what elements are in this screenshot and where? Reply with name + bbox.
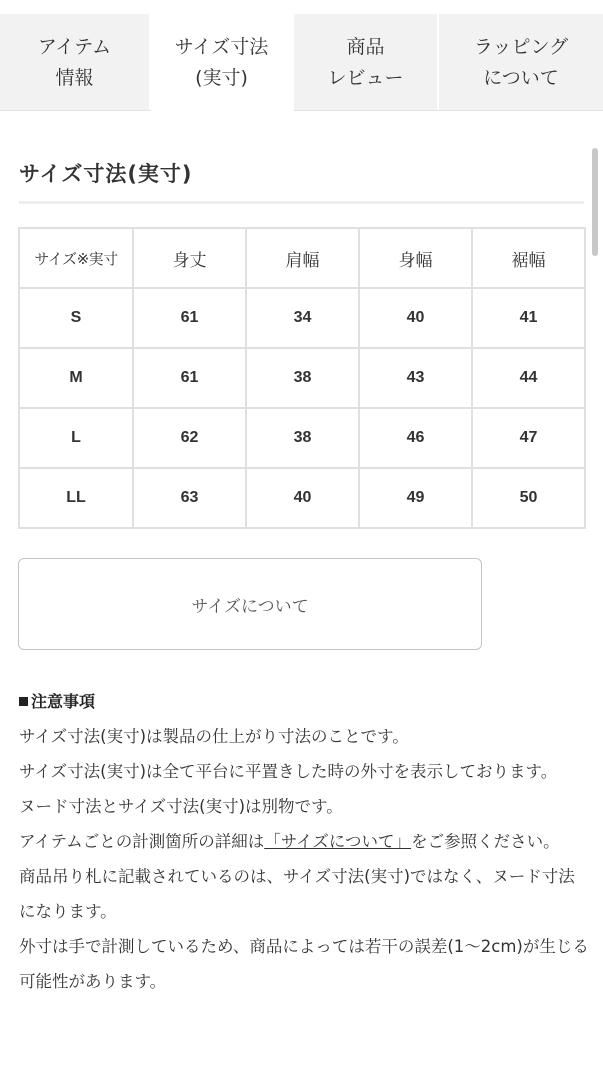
table-cell: 46 — [359, 408, 472, 468]
notes-heading — [19, 684, 589, 719]
tab-item-info-label: アイテム 情報 — [37, 35, 112, 89]
note-line: ヌード寸法とサイズ寸法(実寸)は別物です。 — [19, 797, 343, 816]
table-cell: 38 — [246, 348, 359, 408]
table-header-row — [19, 228, 585, 288]
table-cell: 34 — [246, 288, 359, 348]
note-line: サイズ寸法(実寸)は製品の仕上がり寸法のことです。 — [19, 727, 409, 746]
table-header-cell: 肩幅 — [246, 228, 359, 288]
size-table — [18, 227, 586, 529]
tab-divider — [0, 110, 603, 111]
note-line: 商品吊り札に記載されているのは、サイズ寸法(実寸)ではなく、ヌード寸法になります。 — [19, 867, 575, 921]
tab-wrapping[interactable] — [439, 14, 603, 111]
table-cell: 50 — [472, 468, 585, 528]
table-cell: 49 — [359, 468, 472, 528]
square-bullet-icon — [19, 697, 28, 706]
notes-section — [19, 684, 589, 999]
notes-heading-label: 注意事項 — [31, 691, 96, 711]
tab-item-info[interactable] — [0, 14, 151, 111]
table-cell: L — [19, 408, 133, 468]
table-cell: 47 — [472, 408, 585, 468]
note-detail-suffix: をご参照ください。 — [411, 832, 560, 851]
table-cell: 38 — [246, 408, 359, 468]
table-cell: LL — [19, 468, 133, 528]
table-cell: 44 — [472, 348, 585, 408]
table-header-cell: 身幅 — [359, 228, 472, 288]
table-cell: S — [19, 288, 133, 348]
table-cell: 43 — [359, 348, 472, 408]
table-cell: 61 — [133, 348, 246, 408]
size-guide-button-label: サイズについて — [191, 596, 309, 617]
tab-size[interactable] — [151, 14, 294, 111]
size-guide-button[interactable] — [18, 558, 482, 650]
tab-size-label: サイズ寸法 (実寸) — [174, 35, 269, 89]
table-row — [19, 288, 585, 348]
section-title: サイズ寸法(実寸) — [19, 162, 193, 186]
tab-review[interactable] — [294, 14, 439, 111]
section-divider — [19, 201, 584, 204]
table-row — [19, 348, 585, 408]
table-row — [19, 468, 585, 528]
scrollbar[interactable] — [592, 148, 598, 256]
note-detail-prefix: アイテムごとの計測箇所の詳細は — [19, 832, 265, 851]
table-cell: M — [19, 348, 133, 408]
table-header-cell: サイズ※実寸 — [19, 228, 133, 288]
table-row — [19, 408, 585, 468]
tab-bar — [0, 14, 603, 111]
table-header-cell: 裾幅 — [472, 228, 585, 288]
table-cell: 63 — [133, 468, 246, 528]
table-cell: 40 — [359, 288, 472, 348]
size-guide-link[interactable]: 「サイズについて」 — [264, 832, 412, 851]
table-cell: 61 — [133, 288, 246, 348]
table-cell: 62 — [133, 408, 246, 468]
tab-wrapping-label: ラッピング について — [473, 35, 569, 89]
table-header-cell: 身丈 — [133, 228, 246, 288]
table-cell: 40 — [246, 468, 359, 528]
note-line: 外寸は手で計測しているため、商品によっては若干の誤差(1〜2cm)が生じる可能性があります。 — [19, 937, 589, 991]
tab-review-label: 商品 レビュー — [327, 35, 404, 89]
table-cell: 41 — [472, 288, 585, 348]
note-line: サイズ寸法(実寸)は全て平台に平置きした時の外寸を表示しております。 — [19, 762, 558, 781]
note-line-detail — [19, 824, 589, 859]
